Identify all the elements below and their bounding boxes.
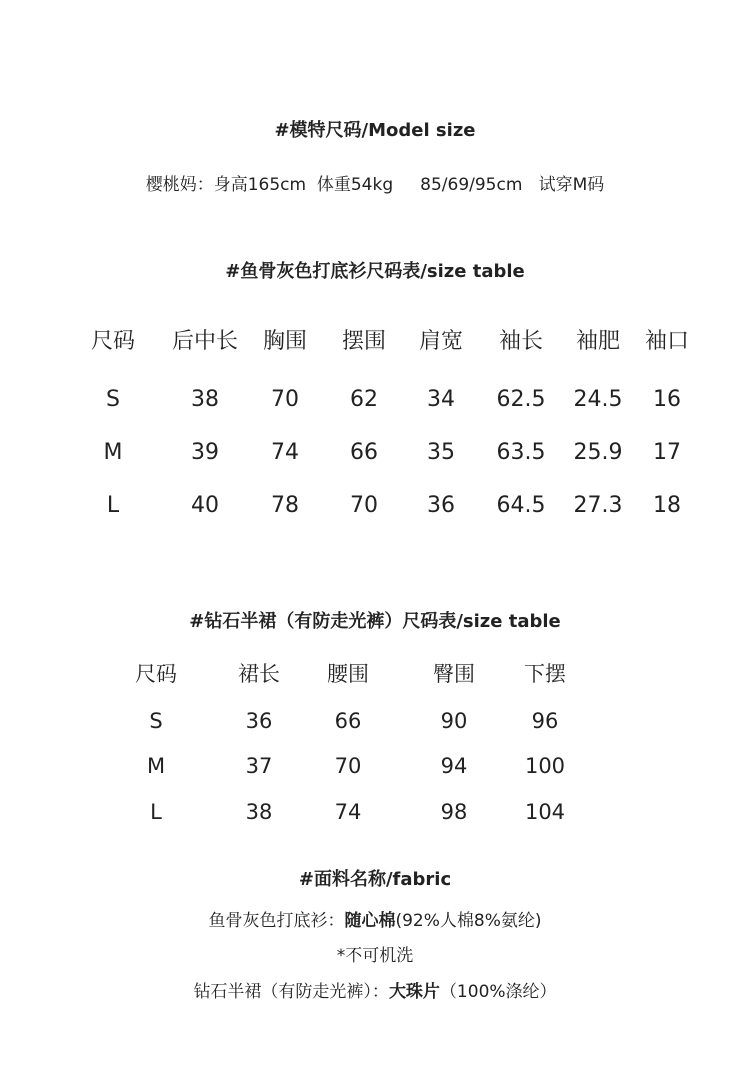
table-cell: M (146, 754, 166, 778)
care-note: *不可机洗 (336, 946, 414, 966)
table-cell: L (150, 800, 162, 824)
table-header-cell: 袖长 (498, 329, 544, 354)
fabric-top-material: 随心棉 (344, 911, 396, 931)
table-cell: 70 (350, 493, 378, 518)
table-cell: 27.3 (573, 493, 623, 518)
table-cell: 74 (334, 800, 362, 824)
table-cell: 36 (245, 709, 273, 733)
table-cell: 70 (334, 754, 362, 778)
table-cell: 94 (440, 754, 468, 778)
table-cell: 78 (271, 493, 299, 518)
table-header-cell: 肩宽 (418, 329, 464, 354)
table-cell: 70 (271, 387, 299, 412)
fabric-heading: #面料名称/fabric (298, 869, 452, 890)
fabric-skirt-material: 大珠片 (388, 982, 440, 1002)
skirt-table-heading: #钻石半裙（有防走光裤）尺码表/size table (189, 611, 561, 632)
table-cell: S (149, 709, 163, 733)
table-cell: 35 (427, 440, 455, 465)
table-cell: L (106, 493, 120, 518)
table-cell: 100 (524, 754, 566, 778)
table-header-cell: 裙长 (238, 662, 280, 686)
table-cell: 34 (427, 387, 455, 412)
table-cell: 36 (427, 493, 455, 518)
table-header-cell: 臀围 (433, 662, 475, 686)
table-cell: 39 (191, 440, 219, 465)
fabric-skirt-label: 钻石半裙（有防走光裤）： (193, 982, 389, 1002)
table-cell: 64.5 (496, 493, 546, 518)
table-cell: 90 (440, 709, 468, 733)
table-cell: 37 (245, 754, 273, 778)
table-header-cell: 袖口 (644, 329, 690, 354)
table-cell: S (106, 387, 120, 412)
table-cell: 63.5 (496, 440, 546, 465)
table-header-cell: 腰围 (327, 662, 369, 686)
table-cell: 62 (350, 387, 378, 412)
fabric-line-top (0, 906, 750, 931)
table-cell: 98 (440, 800, 468, 824)
table-header-cell: 下摆 (524, 662, 566, 686)
table-header-cell: 尺码 (90, 329, 136, 354)
table-cell: 74 (271, 440, 299, 465)
table-cell: 66 (334, 709, 362, 733)
fabric-top-label: 鱼骨灰色打底衫： (208, 911, 345, 931)
table-header-cell: 袖肥 (575, 329, 621, 354)
fabric-top-composition: (92%人棉8%氨纶) (395, 911, 542, 931)
table-cell: 40 (191, 493, 219, 518)
table-cell: 38 (245, 800, 273, 824)
table-cell: 66 (350, 440, 378, 465)
table-header-cell: 摆围 (341, 329, 387, 354)
table-cell: 104 (524, 800, 566, 824)
table-cell: 18 (653, 493, 681, 518)
table-cell: 62.5 (496, 387, 546, 412)
table-header-cell: 后中长 (171, 329, 239, 354)
fabric-line-skirt (0, 977, 750, 1002)
table-cell: M (103, 440, 123, 465)
table-cell: 96 (531, 709, 559, 733)
fabric-skirt-composition: （100%涤纶） (439, 982, 557, 1002)
table-header-cell: 尺码 (135, 662, 177, 686)
table-cell: 16 (653, 387, 681, 412)
table-header-cell: 胸围 (262, 329, 308, 354)
table-cell: 17 (653, 440, 681, 465)
table-cell: 38 (191, 387, 219, 412)
model-size-heading: #模特尺码/Model size (274, 120, 476, 141)
table-cell: 25.9 (573, 440, 623, 465)
top-table-heading: #鱼骨灰色打底衫尺码表/size table (225, 261, 525, 282)
model-size-info: 樱桃妈：身高165cm 体重54kg 85/69/95cm 试穿M码 (145, 175, 605, 195)
table-cell: 24.5 (573, 387, 623, 412)
